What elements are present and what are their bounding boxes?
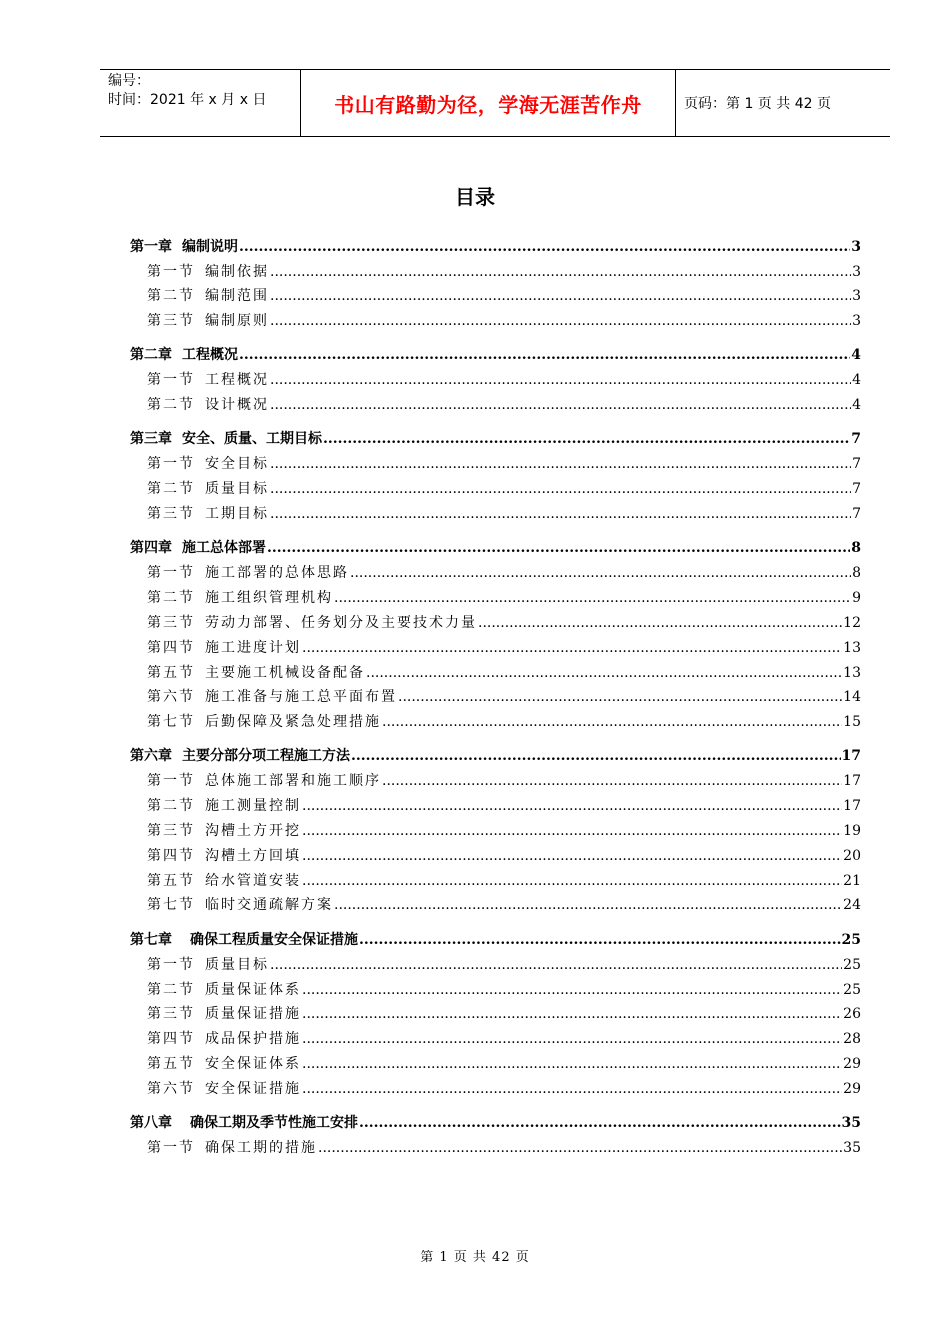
- toc-entry-number: 第四节: [147, 847, 195, 864]
- toc-section-entry[interactable]: [130, 979, 861, 1004]
- toc-section-entry[interactable]: [130, 795, 861, 820]
- toc-chapter-entry[interactable]: [130, 537, 861, 562]
- toc-entry-title: 后勤保障及紧急处理措施: [205, 714, 381, 731]
- toc-entry-title: 编制依据: [205, 263, 269, 280]
- toc-page-number: 3: [852, 313, 861, 330]
- toc-leader-dots: [366, 665, 842, 681]
- toc-entry-number: 第四节: [147, 1031, 195, 1048]
- toc-page-number: 4: [852, 397, 861, 414]
- toc-page-number: 7: [851, 431, 861, 448]
- toc-page-number: 14: [843, 689, 861, 706]
- document-header: [100, 69, 890, 137]
- toc-entry-title: 确保工期的措施: [205, 1140, 317, 1157]
- serial-label: 编号：: [108, 73, 150, 89]
- toc-page-number: 13: [843, 639, 861, 656]
- toc-leader-dots: [302, 640, 842, 656]
- toc-section-entry[interactable]: [130, 1078, 861, 1103]
- toc-entry-title: 主要分部分项工程施工方法: [182, 748, 350, 765]
- toc-leader-dots: [302, 1031, 842, 1047]
- toc-page-number: 19: [843, 823, 861, 840]
- toc-section-entry[interactable]: [130, 1137, 861, 1162]
- toc-entry-title: 安全保证体系: [205, 1055, 301, 1072]
- toc-section-entry[interactable]: [130, 261, 861, 286]
- toc-entry-title: 沟槽土方开挖: [205, 823, 301, 840]
- toc-leader-dots: [382, 773, 842, 789]
- toc-leader-dots: [270, 313, 851, 329]
- toc-leader-dots: [267, 540, 850, 556]
- toc-entry-title: 安全目标: [205, 456, 269, 473]
- toc-section-entry[interactable]: [130, 310, 861, 335]
- toc-entry-number: 第三节: [147, 506, 195, 523]
- toc-page-number: 21: [843, 872, 861, 889]
- toc-entry-title: 给水管道安装: [205, 872, 301, 889]
- toc-page-number: 29: [843, 1055, 861, 1072]
- toc-chapter-entry[interactable]: [130, 344, 861, 369]
- toc-entry-number: 第七节: [147, 897, 195, 914]
- toc-page-number: 9: [852, 590, 861, 607]
- toc-entry-title: 编制范围: [205, 288, 269, 305]
- toc-section-entry[interactable]: [130, 1053, 861, 1078]
- toc-page-number: 3: [852, 263, 861, 280]
- toc-entry-number: 第五节: [147, 1055, 195, 1072]
- header-meta: [100, 70, 301, 136]
- toc-page-number: 20: [843, 847, 861, 864]
- toc-entry-number: 第五节: [147, 664, 195, 681]
- toc-entry-number: 第一节: [147, 263, 195, 280]
- toc-leader-dots: [350, 565, 851, 581]
- toc-entry-number: 第二节: [147, 590, 195, 607]
- toc-page-number: 7: [852, 506, 861, 523]
- toc-leader-dots: [302, 1006, 842, 1022]
- toc-entry-number: 第七节: [147, 714, 195, 731]
- toc-leader-dots: [318, 1140, 842, 1156]
- toc-entry-title: 工程概况: [182, 347, 238, 364]
- toc-entry-title: 质量目标: [205, 956, 269, 973]
- toc-section-entry[interactable]: [130, 285, 861, 310]
- toc-leader-dots: [478, 615, 842, 631]
- toc-title: 目录: [455, 185, 495, 209]
- toc-chapter-entry[interactable]: [130, 929, 861, 954]
- toc-page-number: 3: [851, 238, 861, 255]
- toc-entry-title: 施工测量控制: [205, 798, 301, 815]
- toc-page-number: 12: [843, 614, 861, 631]
- toc-entry-title: 设计概况: [205, 397, 269, 414]
- toc-page-number: 15: [843, 714, 861, 731]
- toc-entry-title: 施工总体部署: [182, 540, 266, 557]
- toc-entry-number: 第一节: [147, 773, 195, 790]
- toc-page-number: 17: [843, 773, 861, 790]
- toc-leader-dots: [302, 1056, 842, 1072]
- toc-entry-number: 第二节: [147, 981, 195, 998]
- toc-entry-title: 编制原则: [205, 313, 269, 330]
- toc-leader-dots: [334, 897, 842, 913]
- toc-section-entry[interactable]: [130, 686, 861, 711]
- toc-leader-dots: [351, 748, 841, 764]
- toc-entry-number: 第八章: [130, 1115, 172, 1132]
- toc-entry-number: 第一章: [130, 238, 172, 255]
- toc-entry-title: 质量保证措施: [205, 1006, 301, 1023]
- toc-section-entry[interactable]: [130, 394, 861, 419]
- toc-section-entry[interactable]: [130, 1028, 861, 1053]
- toc-entry-title: 质量保证体系: [205, 981, 301, 998]
- toc-page-number: 25: [841, 931, 861, 948]
- toc-entry-number: 第六节: [147, 689, 195, 706]
- page-footer: 第 1 页 共 42 页: [420, 1250, 530, 1265]
- toc-leader-dots: [270, 481, 851, 497]
- toc-leader-dots: [323, 431, 850, 447]
- toc-leader-dots: [302, 823, 842, 839]
- toc-leader-dots: [239, 239, 850, 255]
- toc-entry-number: 第五节: [147, 872, 195, 889]
- toc-section-entry[interactable]: [130, 478, 861, 503]
- toc-chapter-entry[interactable]: [130, 1112, 861, 1137]
- toc-entry-number: 第三节: [147, 823, 195, 840]
- toc-chapter-entry[interactable]: [130, 745, 861, 770]
- toc-section-entry[interactable]: [130, 870, 861, 895]
- toc-section-entry[interactable]: [130, 954, 861, 979]
- toc-leader-dots: [270, 506, 851, 522]
- toc-page-number: 3: [852, 288, 861, 305]
- toc-entry-title: 质量目标: [205, 481, 269, 498]
- toc-entry-title: 工程概况: [205, 372, 269, 389]
- toc-page-number: 25: [843, 956, 861, 973]
- toc-section-entry[interactable]: [130, 662, 861, 687]
- toc-leader-dots: [334, 590, 851, 606]
- toc-page-number: 4: [851, 347, 861, 364]
- toc-section-entry[interactable]: [130, 562, 861, 587]
- toc-entry-title: 施工进度计划: [205, 639, 301, 656]
- toc-entry-title: 确保工程质量安全保证措施: [190, 931, 358, 948]
- toc-leader-dots: [239, 347, 850, 363]
- toc-entry-title: 安全保证措施: [205, 1080, 301, 1097]
- toc-entry-number: 第三节: [147, 614, 195, 631]
- toc-entry-number: 第二章: [130, 347, 172, 364]
- toc-page-number: 8: [852, 565, 861, 582]
- toc-entry-title: 沟槽土方回填: [205, 847, 301, 864]
- toc-section-entry[interactable]: [130, 894, 861, 919]
- toc-leader-dots: [302, 1081, 842, 1097]
- toc-entry-title: 施工组织管理机构: [205, 590, 333, 607]
- toc-entry-title: 安全、质量、工期目标: [182, 431, 322, 448]
- toc-leader-dots: [270, 264, 851, 280]
- toc-leader-dots: [359, 932, 841, 948]
- toc-page-number: 25: [843, 981, 861, 998]
- toc-page-number: 35: [843, 1140, 861, 1157]
- toc-entry-number: 第七章: [130, 931, 172, 948]
- toc-page-number: 17: [841, 748, 861, 765]
- toc-entry-number: 第四节: [147, 639, 195, 656]
- toc-page-number: 7: [852, 481, 861, 498]
- toc-leader-dots: [302, 848, 842, 864]
- toc-entry-number: 第一节: [147, 372, 195, 389]
- toc-page-number: 17: [843, 798, 861, 815]
- toc-entry-number: 第三章: [130, 431, 172, 448]
- toc-page-number: 7: [852, 456, 861, 473]
- toc-entry-number: 第一节: [147, 956, 195, 973]
- toc-entry-number: 第一节: [147, 456, 195, 473]
- toc-entry-title: 施工部署的总体思路: [205, 565, 349, 582]
- toc-page-number: 4: [852, 372, 861, 389]
- toc-entry-number: 第三节: [147, 313, 195, 330]
- toc-entry-title: 确保工期及季节性施工安排: [190, 1115, 358, 1132]
- toc-leader-dots: [302, 982, 842, 998]
- toc-entry-title: 劳动力部署、任务划分及主要技术力量: [205, 614, 477, 631]
- toc-leader-dots: [382, 714, 842, 730]
- toc-page-number: 35: [841, 1115, 861, 1132]
- toc-entry-number: 第二节: [147, 798, 195, 815]
- toc-section-entry[interactable]: [130, 612, 861, 637]
- toc-entry-title: 施工准备与施工总平面布置: [205, 689, 397, 706]
- toc-section-entry[interactable]: [130, 820, 861, 845]
- toc-leader-dots: [270, 372, 851, 388]
- toc-entry-title: 工期目标: [205, 506, 269, 523]
- table-of-contents: [130, 226, 861, 1162]
- toc-entry-number: 第二节: [147, 481, 195, 498]
- toc-leader-dots: [270, 456, 851, 472]
- toc-leader-dots: [270, 288, 851, 304]
- toc-entry-number: 第六章: [130, 748, 172, 765]
- toc-chapter-entry[interactable]: [130, 236, 861, 261]
- header-page-info: 页码：第 1 页 共 42 页: [684, 96, 831, 112]
- toc-section-entry[interactable]: [130, 770, 861, 795]
- toc-entry-title: 主要施工机械设备配备: [205, 664, 365, 681]
- toc-leader-dots: [302, 798, 842, 814]
- toc-entry-title: 临时交通疏解方案: [205, 897, 333, 914]
- toc-page-number: 28: [843, 1031, 861, 1048]
- toc-chapter-entry[interactable]: [130, 428, 861, 453]
- toc-section-entry[interactable]: [130, 845, 861, 870]
- toc-entry-number: 第一节: [147, 565, 195, 582]
- toc-leader-dots: [398, 689, 842, 705]
- toc-section-entry[interactable]: [130, 369, 861, 394]
- toc-page-number: 8: [851, 540, 861, 557]
- toc-section-entry[interactable]: [130, 637, 861, 662]
- toc-entry-number: 第六节: [147, 1080, 195, 1097]
- toc-leader-dots: [270, 397, 851, 413]
- toc-leader-dots: [359, 1115, 841, 1131]
- toc-entry-number: 第二节: [147, 288, 195, 305]
- toc-page-number: 29: [843, 1080, 861, 1097]
- toc-section-entry[interactable]: [130, 711, 861, 736]
- toc-section-entry[interactable]: [130, 503, 861, 528]
- toc-entry-number: 第四章: [130, 540, 172, 557]
- toc-page-number: 24: [843, 897, 861, 914]
- toc-page-number: 13: [843, 664, 861, 681]
- toc-entry-title: 成品保护措施: [205, 1031, 301, 1048]
- toc-page-number: 26: [843, 1006, 861, 1023]
- toc-leader-dots: [270, 957, 842, 973]
- toc-entry-title: 总体施工部署和施工顺序: [205, 773, 381, 790]
- toc-section-entry[interactable]: [130, 453, 861, 478]
- toc-entry-number: 第三节: [147, 1006, 195, 1023]
- toc-entry-number: 第一节: [147, 1140, 195, 1157]
- toc-section-entry[interactable]: [130, 587, 861, 612]
- toc-leader-dots: [302, 873, 842, 889]
- header-motto: 书山有路勤为径，学海无涯苦作舟: [301, 70, 676, 136]
- toc-entry-title: 编制说明: [182, 238, 238, 255]
- time-label: 时间：2021 年 x 月 x 日: [108, 92, 267, 108]
- toc-entry-number: 第二节: [147, 397, 195, 414]
- toc-section-entry[interactable]: [130, 1003, 861, 1028]
